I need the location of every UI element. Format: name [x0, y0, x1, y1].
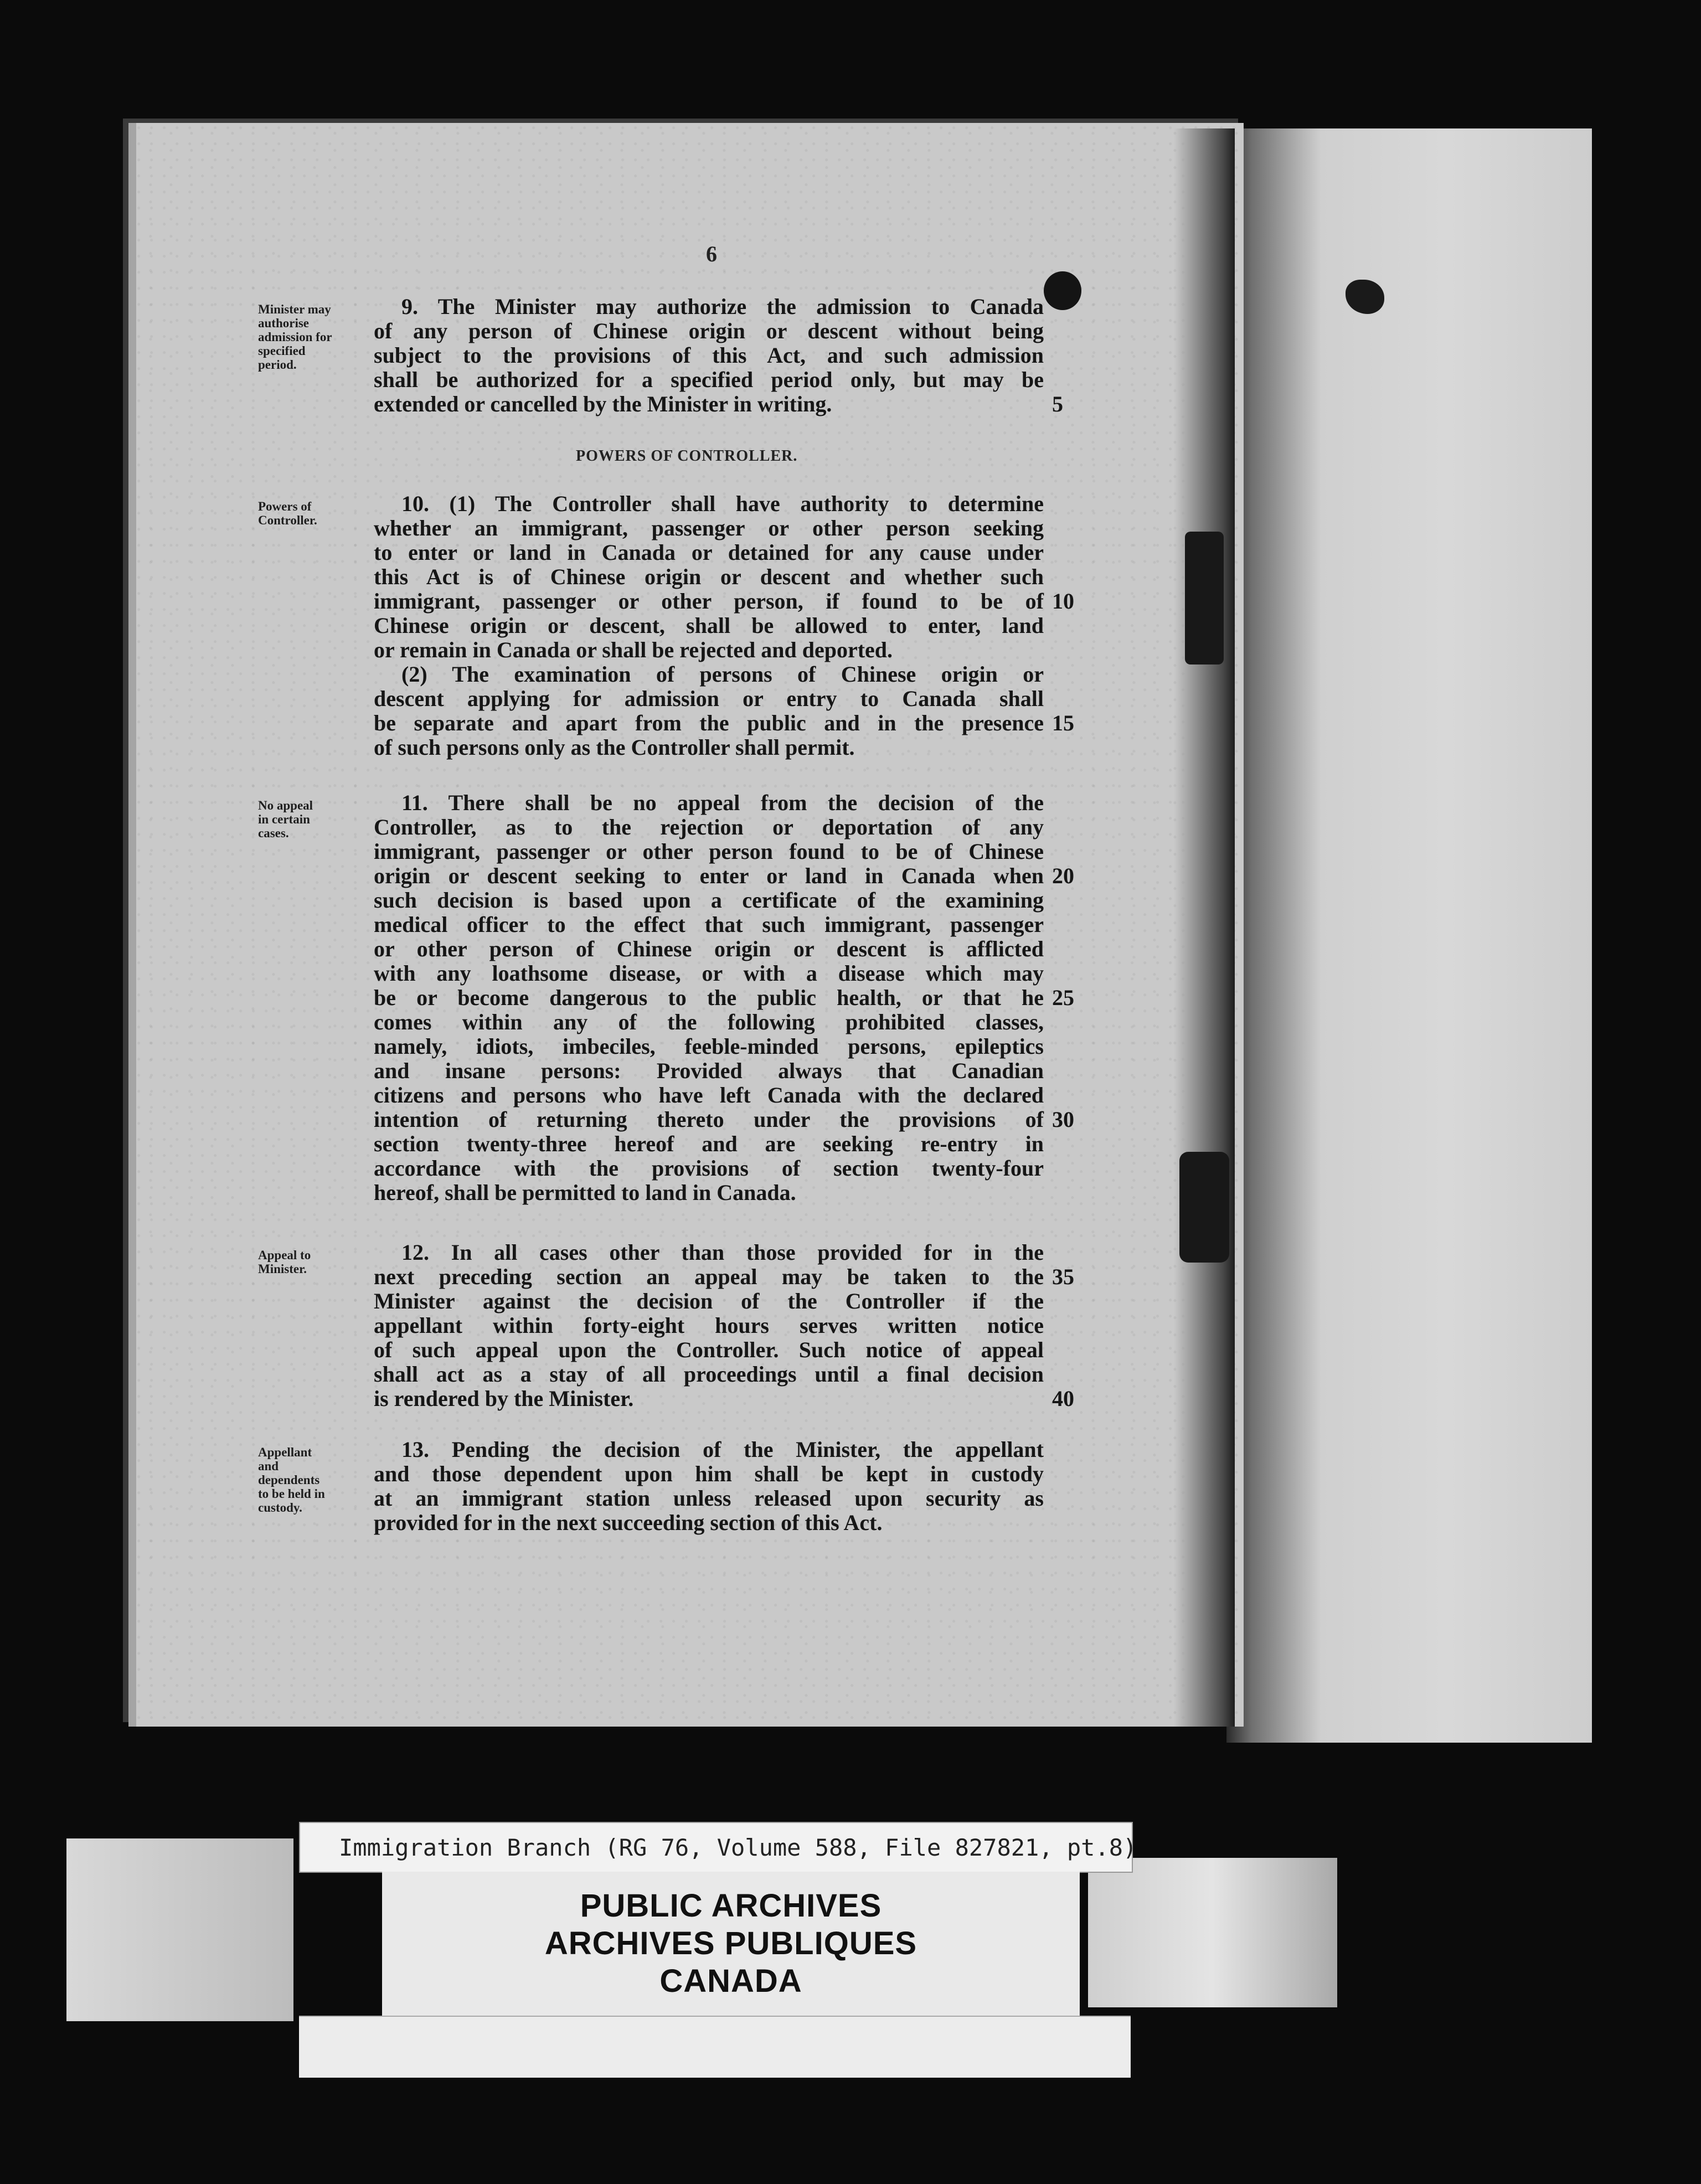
text-line [374, 614, 1044, 638]
line-text: and insane persons: Provided always that Canadian [374, 1058, 1044, 1083]
line-text: be separate and apart from the public and in the presence [374, 710, 1044, 735]
section-11 [374, 790, 1074, 1205]
line-text: hereof, shall be permitted to land in Canada. [374, 1180, 796, 1205]
binding-tear [1179, 1152, 1229, 1263]
text-line [374, 492, 1044, 516]
line-text: or remain in Canada or shall be rejected and deported. [374, 637, 893, 662]
text-line [374, 1156, 1044, 1181]
line-text: this Act is of Chinese origin or descent and whether such [374, 564, 1044, 589]
text-line [374, 516, 1044, 540]
text-line [374, 815, 1044, 839]
line-text: immigrant, passenger or other person found to be of Chinese [374, 839, 1044, 864]
text-line [374, 1462, 1044, 1486]
line-text: comes within any of the following prohibited classes, [374, 1009, 1044, 1034]
line-text: 12. In all cases other than those provided for in the [401, 1240, 1044, 1265]
line-text: be or become dangerous to the public health, or that he [374, 985, 1044, 1010]
line-text: origin or descent seeking to enter or land in Canada when [374, 863, 1044, 888]
archive-stamp-line: CANADA [659, 1963, 802, 1999]
text-line [374, 687, 1044, 711]
text-line [374, 888, 1044, 913]
line-text: of such appeal upon the Controller. Such notice of appeal [374, 1337, 1044, 1362]
text-line [374, 1314, 1044, 1338]
line-text: namely, idiots, imbeciles, feeble-minded persons, epileptics [374, 1034, 1044, 1059]
line-text: intention of returning thereto under the provisions of [374, 1107, 1044, 1132]
text-line [374, 1438, 1044, 1462]
line-text: whether an immigrant, passenger or other person seeking [374, 516, 1044, 540]
text-line [374, 295, 1044, 319]
line-number: 5 [1052, 392, 1063, 416]
section-heading: POWERS OF CONTROLLER. [576, 447, 798, 465]
text-line [374, 1486, 1044, 1511]
text-line [374, 1132, 1044, 1156]
text-line [374, 1240, 1044, 1265]
line-text: medical officer to the effect that such immigrant, passenger [374, 912, 1044, 937]
punch-hole [1044, 271, 1081, 310]
line-text: subject to the provisions of this Act, and such admission [374, 343, 1044, 368]
text-line [374, 662, 1044, 687]
text-line [374, 710, 1074, 735]
margin-note: Powers of Controller. [258, 499, 317, 527]
line-text: provided for in the next succeeding section of this Act. [374, 1510, 883, 1535]
line-text: 11. There shall be no appeal from the decision of the [401, 790, 1044, 815]
text-line [374, 791, 1044, 815]
binding-tear [1185, 532, 1224, 665]
line-text: to enter or land in Canada or detained for any cause under [374, 540, 1044, 565]
text-line [374, 1181, 1044, 1205]
text-line [374, 589, 1074, 614]
text-line [374, 985, 1074, 1010]
archive-reference-label [299, 1822, 1137, 1873]
line-text: descent applying for admission or entry to Canada shall [374, 686, 1044, 711]
line-text: appellant within forty-eight hours serves written notice [374, 1313, 1044, 1338]
line-number: 25 [1052, 985, 1074, 1010]
text-line [374, 1034, 1044, 1059]
line-number: 30 [1052, 1107, 1074, 1132]
text-line [374, 839, 1044, 864]
facing-page [1226, 128, 1592, 1743]
line-text: (2) The examination of persons of Chinese origin or [401, 662, 1044, 687]
line-text: Controller, as to the rejection or deportation of any [374, 815, 1044, 839]
text-line [374, 1362, 1044, 1387]
text-line [374, 1059, 1044, 1083]
text-line [374, 638, 1044, 662]
margin-note: Appeal to Minister. [258, 1248, 311, 1276]
line-text: citizens and persons who have left Canada with the declared [374, 1083, 1044, 1108]
line-text: of any person of Chinese origin or descent without being [374, 318, 1044, 343]
text-line [374, 1010, 1044, 1034]
line-text: 9. The Minister may authorize the admission to Canada [401, 294, 1044, 319]
line-text: is rendered by the Minister. [374, 1386, 634, 1411]
margin-note: Minister may authorise admission for specified period. [258, 302, 332, 372]
line-number: 40 [1052, 1386, 1074, 1411]
section-9 [374, 294, 1063, 416]
line-text: or other person of Chinese origin or descent is afflicted [374, 936, 1044, 961]
line-text: of such persons only as the Controller shall permit. [374, 735, 855, 760]
text-line [374, 937, 1044, 961]
text-line [374, 735, 1044, 760]
text-line [374, 368, 1044, 392]
line-text: immigrant, passenger or other person, if found to be of [374, 589, 1044, 614]
text-line [374, 1264, 1074, 1289]
text-line [374, 913, 1044, 937]
archive-reference: Immigration Branch (RG 76, Volume 588, File 827821, pt.8) [339, 1834, 1137, 1861]
archive-stamp-line: PUBLIC ARCHIVES [580, 1888, 882, 1924]
archive-stamp-line: ARCHIVES PUBLIQUES [544, 1925, 917, 1961]
text-line [374, 1386, 1074, 1411]
line-text: shall be authorized for a specified period only, but may be [374, 367, 1044, 392]
margin-note: Appellant and dependents to be held in custody. [258, 1445, 325, 1515]
line-text: next preceding section an appeal may be taken to the [374, 1264, 1044, 1289]
archive-stamp [382, 1872, 1080, 2016]
text-line [374, 319, 1044, 343]
line-text: at an immigrant station unless released upon security as [374, 1486, 1044, 1511]
line-text: shall act as a stay of all proceedings until a final decision [374, 1362, 1044, 1387]
text-line [374, 392, 1063, 416]
line-text: 13. Pending the decision of the Minister, the appellant [401, 1437, 1044, 1462]
text-line [374, 1107, 1074, 1132]
text-line [374, 343, 1044, 368]
line-text: extended or cancelled by the Minister in writing. [374, 392, 832, 416]
text-line [374, 961, 1044, 986]
page-fold-edge [1174, 128, 1235, 1727]
line-text: and those dependent upon him shall be kept in custody [374, 1461, 1044, 1486]
archive-label-strip [299, 2016, 1131, 2078]
line-number: 15 [1052, 710, 1074, 735]
line-text: with any loathsome disease, or with a disease which may [374, 961, 1044, 986]
line-text: section twenty-three hereof and are seeking re-entry in [374, 1131, 1044, 1156]
line-number: 10 [1052, 589, 1074, 614]
line-text: Minister against the decision of the Controller if the [374, 1289, 1044, 1314]
archive-strip [1088, 1858, 1337, 2007]
line-text: accordance with the provisions of section twenty-four [374, 1156, 1044, 1181]
line-number: 20 [1052, 863, 1074, 888]
line-text: 10. (1) The Controller shall have authority to determine [401, 491, 1044, 516]
section-10 [374, 491, 1074, 760]
line-text: such decision is based upon a certificate of the examining [374, 888, 1044, 913]
text-line [374, 1511, 1044, 1535]
section-13 [374, 1438, 1044, 1535]
text-line [374, 565, 1044, 589]
margin-note: No appeal in certain cases. [258, 799, 313, 840]
text-line [374, 1289, 1044, 1314]
text-line [374, 540, 1044, 565]
page-number: 6 [706, 241, 717, 266]
line-number: 35 [1052, 1264, 1074, 1289]
text-line [374, 1338, 1044, 1362]
line-text: Chinese origin or descent, shall be allowed to enter, land [374, 613, 1044, 638]
section-12 [374, 1240, 1074, 1411]
archive-strip [66, 1838, 293, 2021]
text-line [374, 863, 1074, 888]
text-line [374, 1083, 1044, 1108]
